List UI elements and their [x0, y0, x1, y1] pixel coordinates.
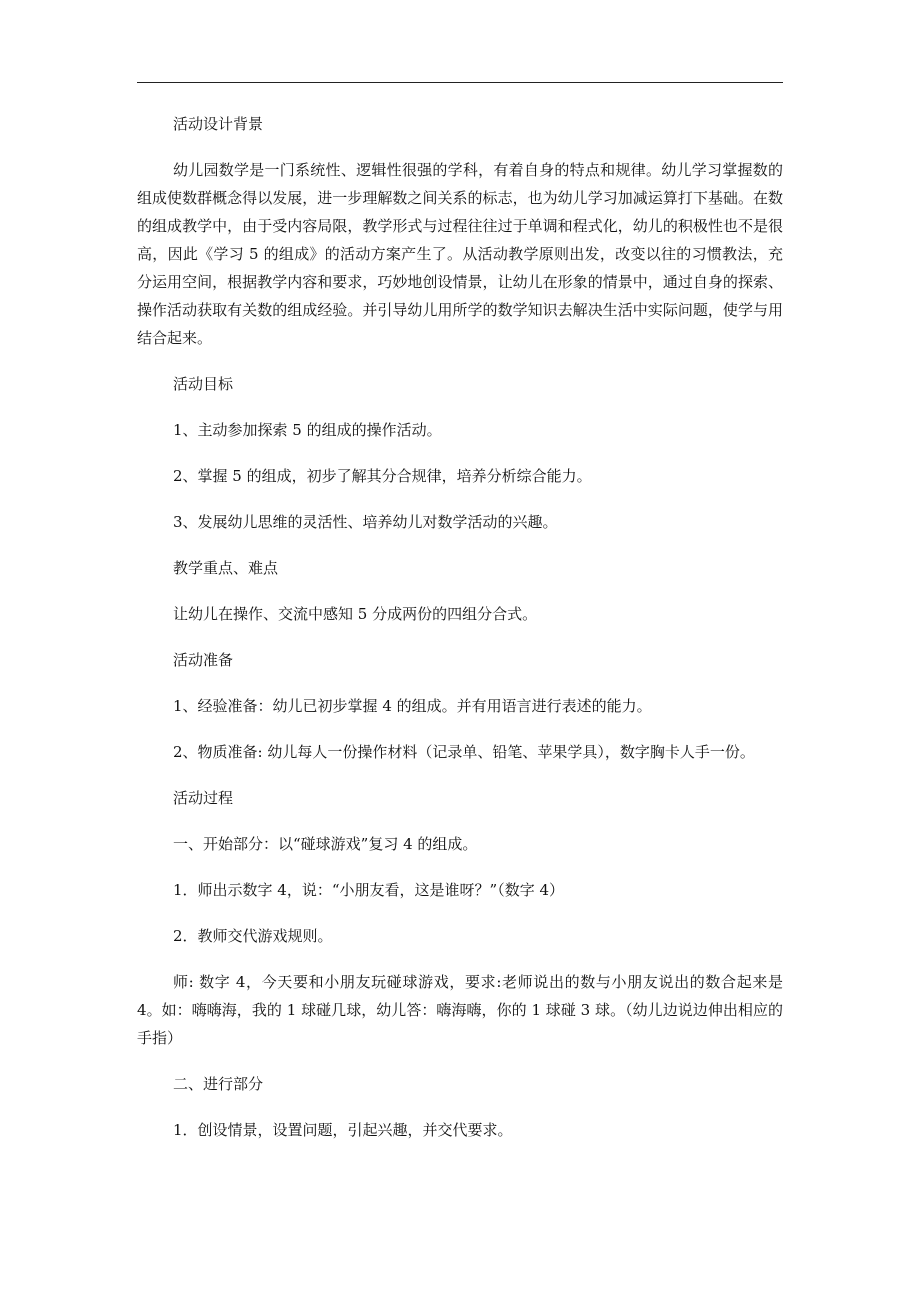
goal-item-3: 3、发展幼儿思维的灵活性、培养幼儿对数学活动的兴趣。 — [173, 513, 558, 531]
preparation-item-1: 1、经验准备：幼儿已初步掌握 4 的组成。并有用语言进行表述的能力。 — [173, 697, 652, 715]
heading-design-background: 活动设计背景 — [173, 115, 264, 133]
heading-key-points: 教学重点、难点 — [173, 559, 279, 577]
header-rule — [137, 82, 783, 83]
paragraph-background: 幼儿园数学是一门系统性、逻辑性很强的学科，有着自身的特点和规律。幼儿学习掌握数的组成使数群概念得以发展，进一步理解数之间关系的标志，也为幼儿学习加减运算打下基础。在数的组成教学中，由于受内容局限，教学形式与过程往往过于单调和程式化，幼儿的积极性也不是很高，因此《学习 5 的组成》的活动方案产生了。从活动教学原则出发，改变以往的习惯教法，充分运用空间，根据教学内容和要求，巧妙地创设情景，让幼儿在形象的情景中，通过自身的探索、操作活动获取有关数的组成经验。并引导幼儿用所学的数学知识去解决生活中实际问题，使学与用结合起来。 — [137, 161, 783, 347]
heading-activity-goals: 活动目标 — [173, 375, 234, 393]
heading-process: 活动过程 — [173, 789, 234, 807]
process-part-1: 一、开始部分：以“碰球游戏”复习 4 的组成。 — [173, 835, 478, 853]
goal-item-2: 2、掌握 5 的组成，初步了解其分合规律，培养分析综合能力。 — [173, 467, 592, 485]
process-part-2: 二、进行部分 — [173, 1075, 264, 1093]
process-part-2-step-1: 1．创设情景，设置问题，引起兴趣，并交代要求。 — [173, 1121, 513, 1139]
preparation-item-2: 2、物质准备: 幼儿每人一份操作材料（记录单、铅笔、苹果学具），数字胸卡人手一份。 — [173, 743, 755, 761]
process-step-2: 2．教师交代游戏规则。 — [173, 927, 333, 945]
heading-preparation: 活动准备 — [173, 651, 234, 669]
document-body — [137, 110, 783, 1162]
paragraph-key-points: 让幼儿在操作、交流中感知 5 分成两份的四组分合式。 — [173, 605, 538, 623]
paragraph-game-rules: 师: 数字 4，今天要和小朋友玩碰球游戏，要求:老师说出的数与小朋友说出的数合起来是 4。如：嗨嗨海，我的 1 球碰几球，幼儿答：嗨海嗨，你的 1 球碰 3 球。（幼儿边说边伸出相应的手指） — [137, 973, 783, 1047]
process-step-1: 1．师出示数字 4，说：“小朋友看，这是谁呀？”（数字 4） — [173, 881, 565, 899]
goal-item-1: 1、主动参加探索 5 的组成的操作活动。 — [173, 421, 442, 439]
